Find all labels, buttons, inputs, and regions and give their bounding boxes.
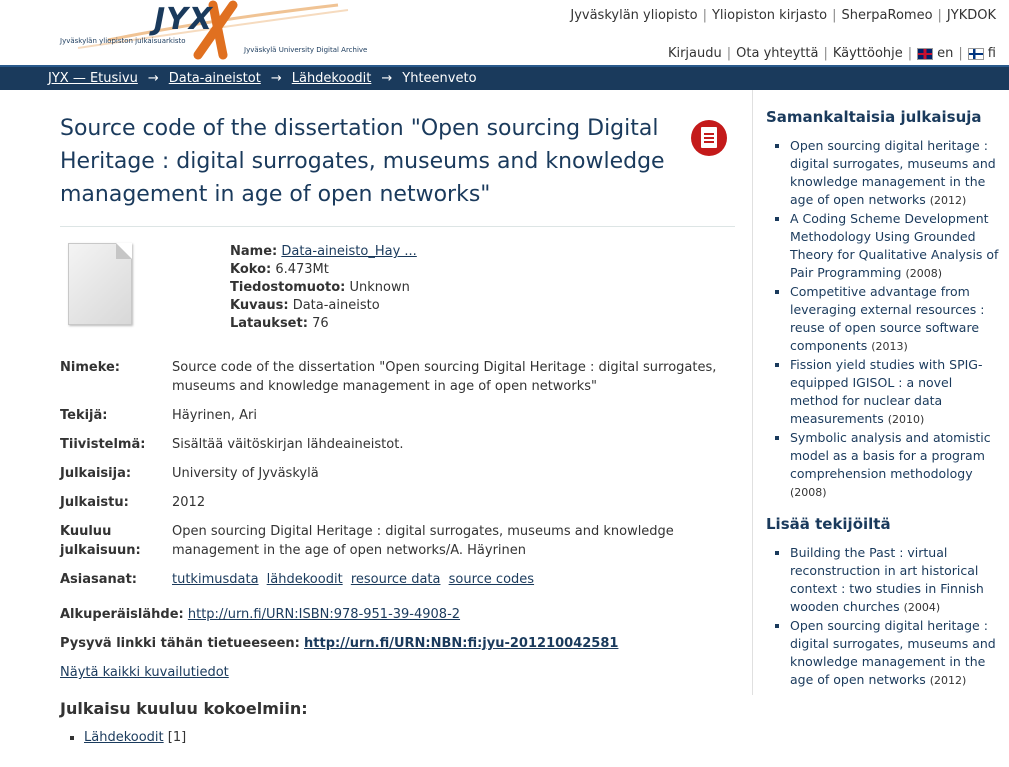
meta-label: Nimeke: [60,360,121,375]
meta-row-asiasanat [60,570,735,589]
similar-heading: Samankaltaisia julkaisuja [766,108,982,126]
file-size-value: 6.473Mt [275,262,329,277]
similar-link[interactable]: Symbolic analysis and atomistic model as a basis for a program comprehension methodology [790,430,991,481]
keywords [172,570,732,589]
breadcrumb-datasets[interactable]: Data-aineistot [168,71,261,86]
logo-text: JYX [154,2,214,37]
meta-row-tiivistelma [60,435,735,454]
title-divider [60,226,735,227]
meta-value: University of Jyväskylä [172,466,319,481]
breadcrumb-arrow-icon: → [381,71,393,86]
jyx-logo[interactable] [48,0,378,62]
meta-value: Häyrinen, Ari [172,408,257,423]
more-link[interactable]: Open sourcing digital heritage : digital surrogates, museums and knowledge management in the age of open networks [790,618,996,687]
year: (2008) [790,486,827,499]
more-by-authors-heading: Lisää tekijöiltä [766,515,891,533]
metadata-table [60,358,735,599]
lang-en-link[interactable] [917,46,953,61]
lang-fi-link[interactable] [968,46,996,61]
file-downloads-value: 76 [312,316,329,331]
help-link[interactable]: Käyttöohje [832,46,903,61]
meta-label: Julkaistu: [60,495,129,510]
meta-value: Source code of the dissertation "Open sourcing Digital Heritage : digital surrogates, museums and knowledge management in age of open networks" [172,360,717,394]
item-links [60,605,735,692]
meta-value: Sisältää väitöskirjan lähdeaineistot. [172,437,404,452]
file-desc-value: Data-aineisto [292,298,380,313]
breadcrumb-home[interactable]: JYX — Etusivu [48,71,138,86]
document-icon[interactable] [691,120,727,156]
year: (2013) [871,340,908,353]
meta-label: Julkaisija: [60,466,132,481]
list-item [790,544,1000,617]
similar-link[interactable]: A Coding Scheme Development Methodology Using Grounded Theory for Qualitative Analysis of Pair Programming [790,211,999,280]
top-links: Jyväskylän yliopisto | Yliopiston kirjasto | SherpaRomeo | JYKDOK [570,8,996,23]
file-downloads-label: Lataukset: [230,316,308,331]
list-item [790,137,1000,210]
meta-label: Tiivistelmä: [60,437,146,452]
sidebar [752,90,1009,695]
link-sherparomeo[interactable]: SherpaRomeo [841,8,933,23]
show-all-metadata-link[interactable]: Näytä kaikki kuvailutiedot [60,665,229,680]
breadcrumb-current: Yhteenveto [402,71,477,86]
year: (2012) [929,674,967,687]
meta-row-nimeke [60,358,735,396]
similar-link[interactable]: Fission yield studies with SPIG-equipped IGISOL : a novel method for nuclear data measurements [790,357,983,426]
file-box [60,240,735,335]
collections-heading: Julkaisu kuuluu kokoelmiin: [60,699,308,718]
login-link[interactable]: Kirjaudu [667,46,722,61]
meta-label: Asiasanat: [60,572,137,587]
link-library[interactable]: Yliopiston kirjasto [711,8,828,23]
similar-link[interactable]: Open sourcing digital heritage : digital surrogates, museums and knowledge management in the age of open networks [790,138,996,207]
page-title: Source code of the dissertation "Open sourcing Digital Heritage : digital surrogates, museums and knowledge management in age of open networks" [60,116,665,207]
list-item [790,356,1000,429]
file-name-link[interactable]: Data-aineisto_Hay ... [281,244,417,259]
collection-count: [1] [167,730,187,745]
permalink-link[interactable]: http://urn.fi/URN:NBN:fi:jyu-201210042581 [304,636,619,651]
meta-row-tekija [60,406,735,425]
lang-en-label: en [937,46,954,61]
collections-list [60,730,186,745]
file-size-label: Koko: [230,262,272,277]
file-thumbnail-icon[interactable] [68,243,132,325]
list-item [790,283,1000,356]
contact-link[interactable]: Ota yhteyttä [736,46,819,61]
list-item [84,730,186,745]
site-header [0,0,1009,65]
utility-links: Kirjaudu | Ota yhteyttä | Käyttöohje | en | fi [667,46,996,61]
breadcrumb-arrow-icon: → [147,71,159,86]
permalink-label: Pysyvä linkki tähän tietueeseen: [60,636,300,651]
file-desc-label: Kuvaus: [230,298,289,313]
meta-label: Kuuluu julkaisuun: [60,524,141,558]
source-link[interactable]: http://urn.fi/URN:ISBN:978-951-39-4908-2 [187,607,461,622]
uk-flag-icon [917,48,933,60]
more-link[interactable]: Building the Past : virtual reconstruction in art historical context : two studies in Finnish wooden churches [790,545,984,614]
meta-row-julkaisija [60,464,735,483]
list-item [790,617,1000,690]
meta-value: Open sourcing Digital Heritage : digital surrogates, museums and knowledge management in the age of open networks/A. Häyrinen [172,524,674,558]
file-format-value: Unknown [349,280,410,295]
lang-fi-label: fi [987,46,996,61]
logo-subtitle-en: Jyväskylä University Digital Archive [244,46,368,54]
year: (2008) [905,267,943,280]
keyword-link[interactable]: source codes [448,572,535,587]
collection-link[interactable]: Lähdekoodit [84,730,164,745]
fi-flag-icon [968,48,984,60]
year: (2004) [903,601,941,614]
link-jykdok[interactable]: JYKDOK [946,8,996,23]
source-label: Alkuperäislähde: [60,607,184,622]
meta-row-kuuluu [60,522,735,560]
meta-value: 2012 [172,495,206,510]
keyword-link[interactable]: tutkimusdata [172,572,259,587]
file-info [230,243,417,333]
list-item [790,429,1000,502]
keyword-link[interactable]: resource data [350,572,441,587]
breadcrumb [0,65,1009,90]
similar-link[interactable]: Competitive advantage from leveraging external resources : reuse of open source software components [790,284,985,353]
list-item [790,210,1000,283]
main-content [60,112,735,211]
keyword-link[interactable]: lähdekoodit [266,572,343,587]
year: (2012) [929,194,967,207]
breadcrumb-sourcecodes[interactable]: Lähdekoodit [291,71,372,86]
meta-label: Tekijä: [60,408,108,423]
year: (2010) [887,413,925,426]
more-list [766,544,1000,690]
file-format-label: Tiedostomuoto: [230,280,346,295]
link-university[interactable]: Jyväskylän yliopisto [570,8,698,23]
file-name-label: Name: [230,244,278,259]
meta-row-julkaistu [60,493,735,512]
breadcrumb-arrow-icon: → [270,71,282,86]
similar-list [766,137,1000,502]
logo-subtitle-fi: Jyväskylän yliopiston julkaisuarkisto [60,37,186,45]
